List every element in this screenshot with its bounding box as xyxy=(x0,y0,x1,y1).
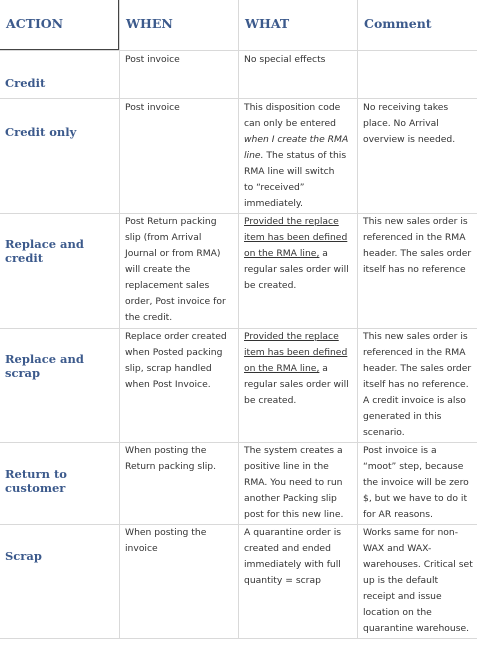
header-comment-label: Comment xyxy=(364,16,432,31)
what-text: A quarantine order is created and ended immediately with full quantity = scrap xyxy=(244,527,342,586)
action-label: Replace and credit xyxy=(5,237,84,265)
header-cell-what xyxy=(238,0,357,50)
table-row xyxy=(0,51,477,99)
when-text: Replace order created when Posted packing slip, scrap handled when Post Invoice. xyxy=(125,331,227,390)
when-cell xyxy=(119,99,238,213)
action-label: Scrap xyxy=(5,549,42,563)
what-text: This disposition code can only be entered xyxy=(244,102,341,129)
what-cell xyxy=(238,329,357,442)
action-label: Credit xyxy=(5,76,46,90)
action-label: Credit only xyxy=(5,125,77,139)
action-cell xyxy=(0,329,119,442)
what-underlined-text: Provided the replace item has been defined on the RMA line, xyxy=(244,216,348,259)
action-cell xyxy=(0,525,119,638)
header-cell-action xyxy=(0,0,119,50)
table-row xyxy=(0,214,477,329)
comment-text: Works same for non- WAX and WAX- warehouses. Critical set up is the default receipt and issue location on the quarantine warehouse. xyxy=(363,527,473,634)
comment-text: Post invoice is a “moot” step, because the invoice will be zero $, but we have to do it for AR reasons. xyxy=(363,445,469,520)
what-cell xyxy=(238,525,357,638)
what-cell xyxy=(238,214,357,328)
what-emphasis-text: when I create the RMA line. xyxy=(244,134,349,161)
action-label: Return to customer xyxy=(5,467,67,495)
when-cell xyxy=(119,525,238,638)
when-cell xyxy=(119,214,238,328)
what-text-cont: The status of this RMA line will switch to “received” immediately. xyxy=(244,150,347,209)
when-text: When posting the Return packing slip. xyxy=(125,445,217,472)
action-cell xyxy=(0,51,119,98)
header-action-label: ACTION xyxy=(6,16,64,31)
when-text: When posting the invoice xyxy=(125,527,207,554)
comment-cell xyxy=(357,99,477,213)
header-what-label: WHAT xyxy=(245,16,290,31)
table-row xyxy=(0,329,477,443)
what-text-cont: a regular sales order will be created. xyxy=(244,248,349,291)
when-cell xyxy=(119,329,238,442)
when-text: Post invoice xyxy=(125,54,180,65)
action-cell xyxy=(0,214,119,328)
what-underlined-text: Provided the replace item has been defined on the RMA line, xyxy=(244,331,348,374)
what-cell xyxy=(238,443,357,524)
table-row xyxy=(0,525,477,639)
action-cell xyxy=(0,99,119,213)
what-text: No special effects xyxy=(244,54,326,65)
comment-text: This new sales order is referenced in the RMA header. The sales order itself has no reference xyxy=(363,216,472,275)
comment-text: No receiving takes place. No Arrival overview is needed. xyxy=(363,102,456,145)
when-text: Post invoice xyxy=(125,102,180,113)
table-header-row xyxy=(0,0,477,51)
comment-cell xyxy=(357,443,477,524)
comment-cell xyxy=(357,51,477,98)
table-row xyxy=(0,99,477,214)
what-cell xyxy=(238,51,357,98)
what-text: The system creates a positive line in the RMA. You need to run another Packing slip post for this new line. xyxy=(244,445,344,520)
comment-cell xyxy=(357,214,477,328)
table-row xyxy=(0,443,477,525)
comment-cell xyxy=(357,329,477,442)
header-when-label: WHEN xyxy=(126,16,173,31)
comment-cell xyxy=(357,525,477,638)
comment-text: This new sales order is referenced in the RMA header. The sales order itself has no reference. A credit invoice is also generated in this scenario. xyxy=(363,331,472,438)
what-text-cont: a regular sales order will be created. xyxy=(244,363,349,406)
header-cell-when xyxy=(119,0,238,50)
action-cell xyxy=(0,443,119,524)
when-cell xyxy=(119,51,238,98)
what-cell xyxy=(238,99,357,213)
action-label: Replace and scrap xyxy=(5,352,84,380)
header-cell-comment xyxy=(357,0,477,50)
when-cell xyxy=(119,443,238,524)
when-text: Post Return packing slip (from Arrival Journal or from RMA) will create the replacement sales order, Post invoice for the credit. xyxy=(125,216,226,323)
